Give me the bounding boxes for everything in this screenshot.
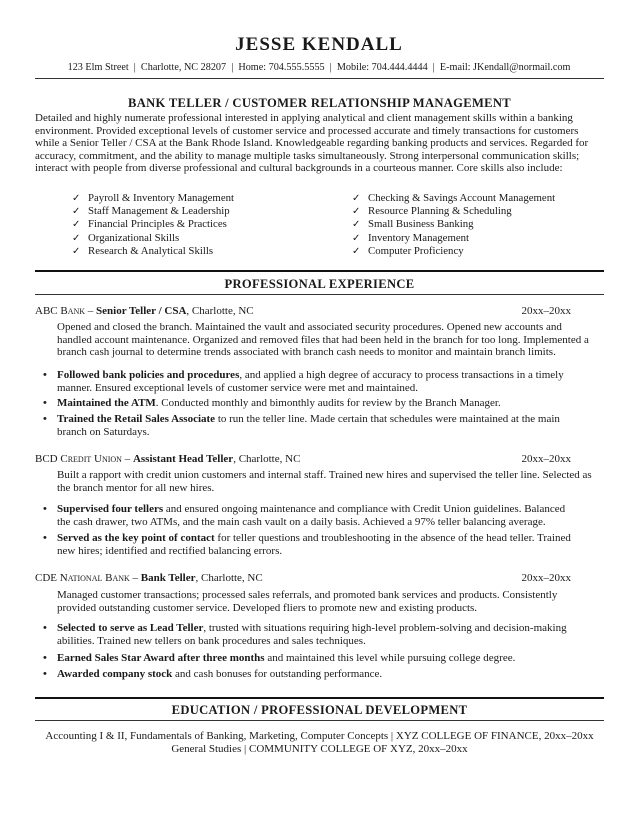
skill-item — [352, 218, 555, 231]
achievement-bullet — [43, 652, 604, 665]
bullet-icon: • — [43, 622, 47, 634]
achievement-text: for teller questions and troubleshooting in the absence of the head teller. Trained — [214, 532, 571, 544]
skill-label: Payroll & Inventory Management — [88, 192, 235, 204]
skill-item — [72, 245, 234, 258]
separator: – — [129, 572, 141, 584]
education-line: General Studies | COMMUNITY COLLEGE OF XYZ, 20xx–20xx — [171, 742, 468, 755]
skill-item — [352, 192, 555, 205]
achievement-bullet — [43, 503, 604, 528]
company-name: ABC Bank — [35, 305, 86, 317]
achievement-lead: Served as the key point of contact — [57, 532, 215, 544]
experience-title: PROFESSIONAL EXPERIENCE — [224, 277, 415, 291]
check-icon: ✓ — [72, 193, 81, 204]
description-line: Built a rapport with credit union customers and internal staff. Trained new hires and supervised the teller line. Selected as — [57, 469, 592, 481]
job-description — [57, 469, 604, 494]
skill-label: Checking & Savings Account Management — [368, 192, 556, 204]
experience-divider-top — [35, 270, 604, 272]
achievement-text: to run the teller line. Made certain that schedules were maintained at the main — [215, 413, 560, 425]
contact-line: 123 Elm Street | Charlotte, NC 28207 | Home: 704.555.5555 | Mobile: 704.444.4444 | E-mail: JKendall@normail.com — [67, 62, 571, 73]
achievement-text: , and applied a high degree of accuracy to process transactions in a timely — [239, 369, 564, 381]
skills-right-column — [352, 192, 555, 258]
achievement-lead: Supervised four tellers — [57, 503, 164, 515]
description-line: handled account maintenance. Organized and removed files that had been held in the branch for too long. Implemented a — [57, 333, 589, 346]
candidate-name: JESSE KENDALL — [235, 34, 403, 55]
bullet-icon: • — [43, 369, 47, 381]
check-icon: ✓ — [72, 232, 81, 244]
bullet-icon: • — [43, 397, 47, 409]
education-divider-bottom — [35, 720, 604, 721]
job-location: , Charlotte, NC — [195, 572, 263, 584]
achievement-lead: Followed bank policies and procedures — [57, 369, 240, 381]
achievement-text: and maintained this level while pursuing college degree. — [264, 652, 516, 664]
description-line: Opened and closed the branch. Maintained the vault and associated security procedures. Opened new accounts and — [57, 321, 562, 333]
job-title: Bank Teller — [140, 572, 196, 584]
achievement-text: the cash drawer, two ATMs, and the main cash vault on a daily basis. Achieved a 97% teller balancing average. — [57, 515, 546, 528]
job-title: Senior Teller / CSA — [96, 305, 187, 317]
skill-label: Computer Proficiency — [368, 244, 464, 257]
education-title: EDUCATION / PROFESSIONAL DEVELOPMENT — [171, 703, 468, 717]
description-line: the branch mentor for all new hires. — [57, 481, 215, 494]
job-heading — [35, 453, 571, 465]
achievement-text: new hires; identified and rectified balancing errors. — [57, 544, 283, 557]
education-line: Accounting I & II, Fundamentals of Banking, Marketing, Computer Concepts | XYZ COLLEGE OF FINANCE, 20xx–20xx — [45, 730, 594, 742]
summary-paragraph — [35, 112, 604, 175]
skill-item — [352, 245, 555, 258]
skill-label: Inventory Management — [368, 231, 470, 244]
skill-item — [352, 205, 555, 218]
check-icon: ✓ — [352, 245, 361, 257]
bullet-icon: • — [43, 413, 47, 425]
achievement-lead: Earned Sales Star Award after three months — [57, 652, 265, 664]
skills-left-column — [72, 192, 234, 258]
job-heading — [35, 305, 571, 317]
check-icon: ✓ — [352, 206, 361, 218]
achievement-lead: Maintained the ATM — [57, 397, 156, 409]
achievement-bullet — [43, 668, 604, 681]
check-icon: ✓ — [352, 232, 361, 244]
job-location: , Charlotte, NC — [233, 453, 301, 465]
summary-line: accuracy, commitment, and the ability to manage multiple tasks simultaneously. Strong interpersonal communication skills; — [35, 149, 580, 162]
check-icon: ✓ — [72, 206, 81, 218]
achievement-text: abilities. Trained new tellers on bank procedures and sales techniques. — [57, 634, 366, 647]
check-icon: ✓ — [352, 193, 361, 204]
company-name: BCD Credit Union — [35, 453, 122, 465]
separator: – — [121, 453, 133, 465]
description-line: provided outstanding customer service. Developed fliers to promote new and existing products. — [57, 601, 478, 614]
job-location: , Charlotte, NC — [186, 305, 254, 317]
achievement-bullet — [43, 532, 604, 557]
achievement-bullet — [43, 622, 604, 647]
job-description — [57, 321, 604, 359]
achievement-bullet — [43, 413, 604, 438]
bullet-icon: • — [43, 668, 47, 680]
skill-item — [72, 205, 234, 218]
job-dates: 20xx–20xx — [521, 572, 571, 584]
skill-label: Resource Planning & Scheduling — [368, 205, 512, 218]
summary-line: interact with people from diverse professional and cultural backgrounds in a courteous manner. Core skills also include: — [35, 162, 563, 175]
summary-line: environment. Provided exceptional levels of customer service and processed accurate and timely transactions for customers — [35, 124, 579, 137]
separator: – — [85, 305, 97, 317]
bullet-icon: • — [43, 503, 47, 515]
skill-label: Small Business Banking — [368, 218, 474, 231]
skill-item — [72, 218, 234, 231]
achievement-text: and cash bonuses for outstanding performance. — [172, 668, 383, 680]
experience-divider-bottom — [35, 294, 604, 295]
job-dates: 20xx–20xx — [521, 305, 571, 317]
job-dates: 20xx–20xx — [521, 453, 571, 465]
bullet-icon: • — [43, 532, 47, 544]
header-divider — [35, 78, 604, 79]
skill-label: Research & Analytical Skills — [88, 244, 214, 257]
skill-label: Staff Management & Leadership — [88, 205, 230, 218]
summary-title: BANK TELLER / CUSTOMER RELATIONSHIP MANAGEMENT — [128, 96, 511, 110]
check-icon: ✓ — [72, 219, 81, 231]
company-name: CDE National Bank — [35, 572, 130, 584]
summary-line: Detailed and highly numerate professional interested in applying analytical and client management skills within a banking — [35, 112, 573, 124]
education-entries — [35, 730, 604, 755]
achievement-text: . Conducted monthly and bimonthly audits for review by the Branch Manager. — [155, 397, 501, 409]
achievement-text: , trusted with situations requiring high-level problem-solving and decision-making — [203, 622, 567, 634]
achievement-lead: Awarded company stock — [57, 668, 173, 680]
job-heading — [35, 572, 571, 584]
bullet-icon: • — [43, 652, 47, 664]
description-line: Managed customer transactions; processed sales referrals, and promoted bank services and products. Consistently — [57, 589, 558, 601]
check-icon: ✓ — [72, 245, 81, 257]
description-line: branch cash journal to determine trends associated with branch cash needs to monitor and maintain branch limits. — [57, 346, 556, 359]
skill-item — [72, 192, 234, 205]
achievement-text: and ensured ongoing maintenance and compliance with Credit Union guidelines. Balanced — [163, 503, 566, 515]
achievement-lead: Trained the Retail Sales Associate — [57, 413, 216, 425]
summary-line: while a Senior Teller / CSA at the Bank Rhode Island. Knowledgeable regarding banking products and services. Regarded for — [35, 137, 589, 150]
check-icon: ✓ — [352, 219, 361, 231]
achievement-text: branch on Saturdays. — [57, 425, 150, 438]
job-title: Assistant Head Teller — [132, 453, 234, 465]
achievement-bullet — [43, 369, 604, 394]
job-description — [57, 589, 604, 614]
achievement-lead: Selected to serve as Lead Teller — [57, 622, 204, 634]
skill-item — [72, 232, 234, 245]
skill-label: Organizational Skills — [88, 231, 180, 244]
skill-item — [352, 232, 555, 245]
achievement-bullet — [43, 397, 604, 410]
education-divider-top — [35, 697, 604, 699]
skill-label: Financial Principles & Practices — [88, 218, 227, 231]
achievement-text: manner. Ensured exceptional levels of customer service were met and maintained. — [57, 381, 419, 394]
